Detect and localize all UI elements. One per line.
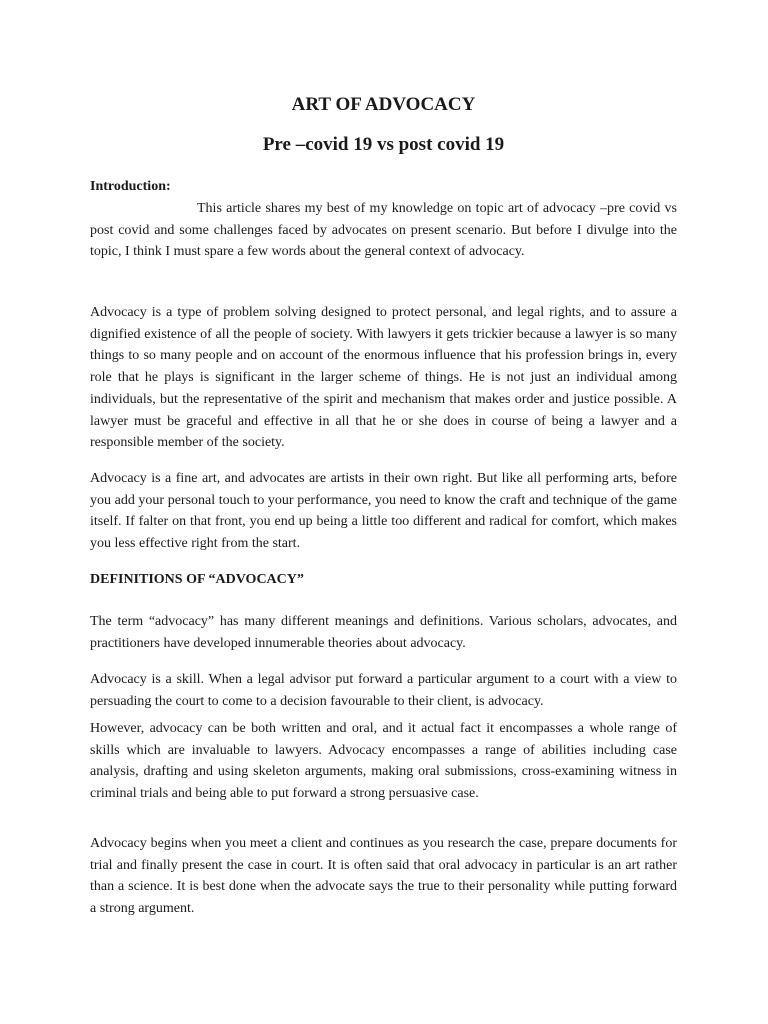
- body-paragraph-2: Advocacy is a fine art, and advocates are artists in their own right. But like all performing arts, before you add your personal touch to your performance, you need to know the craft and technique of the game itself. If falter on that front, you end up being a little too different and radical for comfort, which makes you less effective right from the start.: [90, 471, 677, 552]
- body-paragraph-5: However, advocacy can be both written and oral, and it actual fact it encompasses a whole range of skills which are invaluable to lawyers. Advocacy encompasses a range of abilities including case analysis, drafting and using skeleton arguments, making oral submissions, cross-examining witness in criminal trials and being able to put forward a strong persuasive case.: [90, 721, 677, 802]
- body-paragraph-3: The term “advocacy” has many different meanings and definitions. Various scholars, advocates, and practitioners have developed innumerable theories about advocacy.: [90, 614, 677, 651]
- intro-paragraph: This article shares my best of my knowledge on topic art of advocacy –pre covid vs post covid and some challenges faced by advocates on present scenario. But before I divulge into the topic, I think I must spare a few words about the general context of advocacy.: [90, 201, 677, 260]
- definitions-heading: DEFINITIONS OF “ADVOCACY”: [90, 572, 304, 587]
- body-paragraph-6: Advocacy begins when you meet a client and continues as you research the case, prepare documents for trial and finally present the case in court. It is often said that oral advocacy in particular is an art rather than a science. It is best done when the advocate says the true to their personality while putting forward a strong argument.: [90, 836, 677, 917]
- body-paragraph-1: Advocacy is a type of problem solving designed to protect personal, and legal rights, and to assure a dignified existence of all the people of society. With lawyers it gets trickier because a lawyer is so many things to so many people and on account of the enormous influence that his profession brings in, every role that he plays is significant in the larger scheme of things. He is not just an individual among individuals, but the representative of the spirit and mechanism that makes order and justice possible. A lawyer must be graceful and effective in all that he or she does in course of being a lawyer and a responsible member of the society.: [90, 305, 677, 451]
- body-paragraph-4: Advocacy is a skill. When a legal advisor put forward a particular argument to a court with a view to persuading the court to come to a decision favourable to their client, is advocacy.: [90, 672, 677, 709]
- page-title: ART OF ADVOCACY: [291, 94, 476, 115]
- intro-heading: Introduction:: [90, 179, 171, 194]
- page-subtitle: Pre –covid 19 vs post covid 19: [262, 134, 505, 155]
